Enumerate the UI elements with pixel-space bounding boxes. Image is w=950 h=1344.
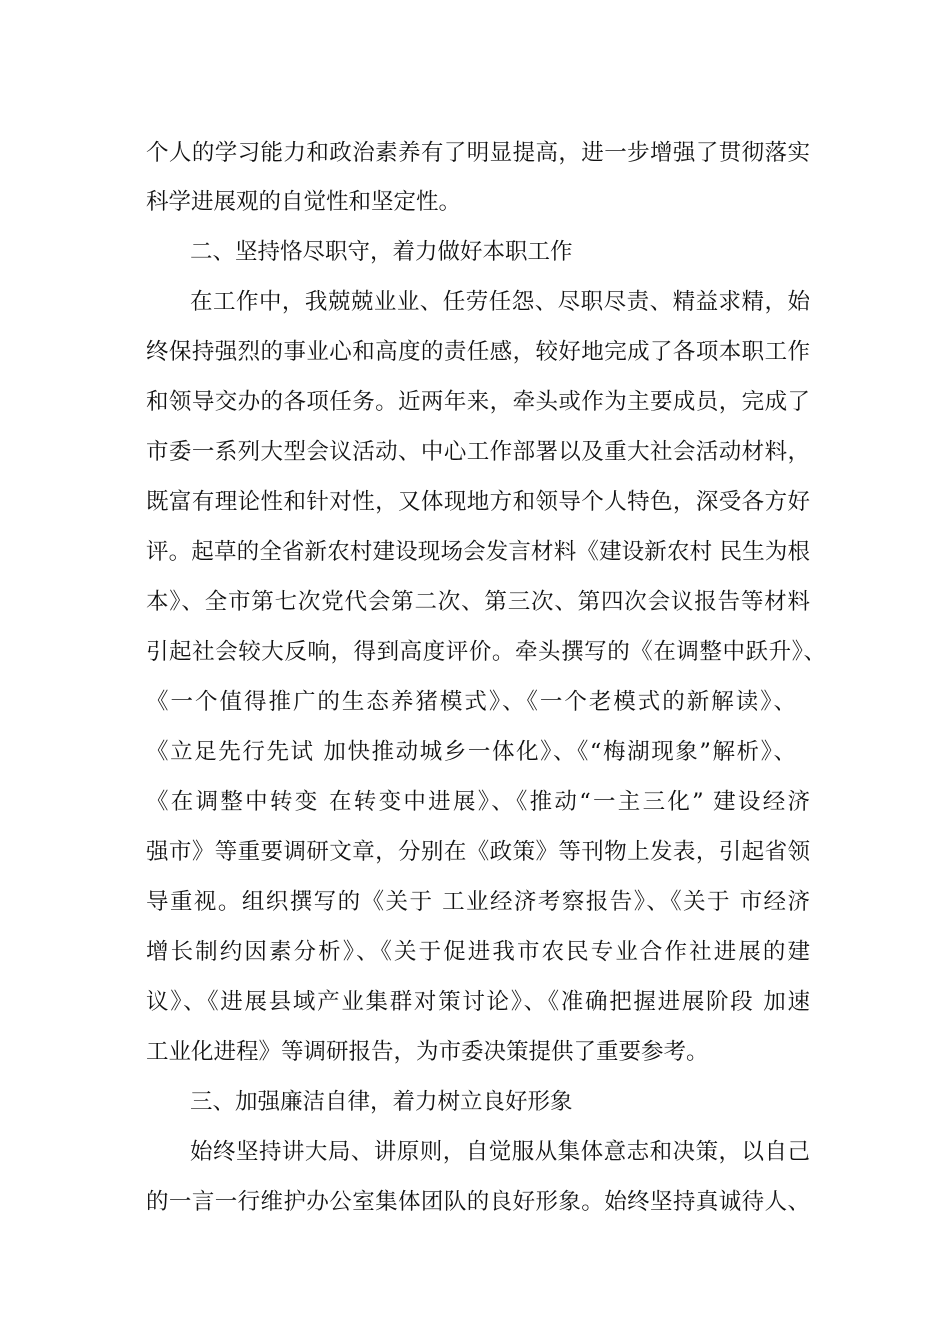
body-text-line: 导重视。组织撰写的《关于 工业经济考察报告》、《关于 市经济 [146,889,810,915]
body-text-line: 终保持强烈的事业心和高度的责任感，较好地完成了各项本职工作 [146,339,810,365]
body-text-line: 科学进展观的自觉性和坚定性。 [146,189,462,215]
body-text-line: 增长制约因素分析》、《关于促进我市农民专业合作社进展的建 [146,939,810,965]
paragraph-first-line: 在工作中，我兢兢业业、任劳任怨、尽职尽责、精益求精，始 [190,289,810,315]
body-text-line: 的一言一行维护办公室集体团队的良好形象。始终坚持真诚待人、 [146,1189,810,1215]
body-text-line: 市委一系列大型会议活动、中心工作部署以及重大社会活动材料， [146,439,810,465]
body-text-line: 工业化进程》等调研报告，为市委决策提供了重要参考。 [146,1039,709,1065]
body-text-line: 《在调整中转变 在转变中进展》、《推动“一主三化” 建设经济 [146,789,810,815]
body-text-line: 个人的学习能力和政治素养有了明显提高，进一步增强了贯彻落实 [146,140,810,166]
body-text-line: 《立足先行先试 加快推动城乡一体化》、《“梅湖现象”解析》、 [146,739,796,765]
body-text-line: 议》、《进展县域产业集群对策讨论》、《准确把握进展阶段 加速 [146,989,810,1015]
body-text-line: 和领导交办的各项任务。近两年来，牵头或作为主要成员，完成了 [146,389,810,415]
body-text-line: 引起社会较大反响，得到高度评价。牵头撰写的《在调整中跃升》、 [146,639,826,665]
body-text-line: 强市》等重要调研文章，分别在《政策》等刊物上发表，引起省领 [146,839,810,865]
paragraph-first-line: 始终坚持讲大局、讲原则，自觉服从集体意志和决策，以自己 [190,1139,810,1165]
body-text-line: 既富有理论性和针对性，又体现地方和领导个人特色，深受各方好 [146,489,810,515]
body-text-line: 本》、全市第七次党代会第二次、第三次、第四次会议报告等材料 [146,589,810,615]
body-text-line: 《一个值得推广的生态养猪模式》、《一个老模式的新解读》、 [146,689,796,715]
section-heading-3: 三、加强廉洁自律，着力树立良好形象 [190,1089,573,1115]
body-text-line: 评。起草的全省新农村建设现场会发言材料《建设新农村 民生为根 [146,539,810,565]
section-heading-2: 二、坚持恪尽职守，着力做好本职工作 [190,239,573,265]
